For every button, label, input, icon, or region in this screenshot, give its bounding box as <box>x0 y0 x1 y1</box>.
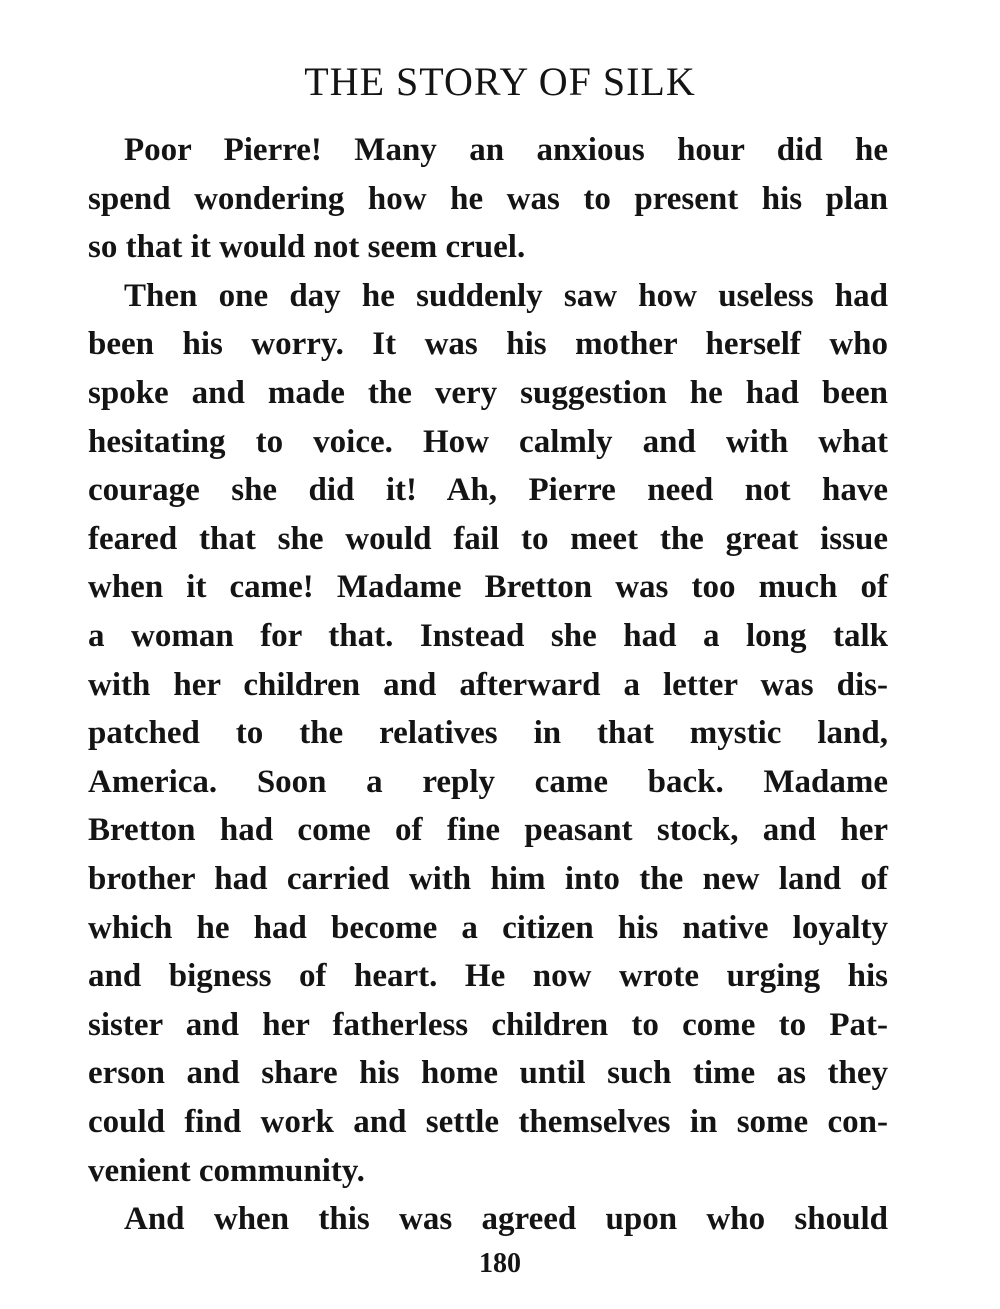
text-line: a woman for that. Instead she had a long talk <box>88 618 888 654</box>
text-line: Then one day he suddenly saw how useless had <box>124 277 888 314</box>
text-line: patched to the relatives in that mystic land, <box>88 715 888 752</box>
text-line: And when this was agreed upon who should <box>124 1201 888 1238</box>
text-line: which he had become a citizen his native loyalty <box>88 909 888 946</box>
text-line: America. Soon a reply came back. Madame <box>88 763 888 800</box>
text-line: and bigness of heart. He now wrote urging his <box>88 958 888 995</box>
running-head: THE STORY OF SILK <box>304 59 696 104</box>
text-line: when it came! Madame Bretton was too much of <box>88 569 888 606</box>
text-line: sister and her fatherless children to come to Pat- <box>88 1006 888 1043</box>
text-line: so that it would not seem cruel. <box>88 229 526 266</box>
text-line: could find work and settle themselves in some con- <box>88 1104 888 1140</box>
text-line: Bretton had come of fine peasant stock, and her <box>88 812 888 849</box>
text-line: brother had carried with him into the new land of <box>88 861 888 897</box>
text-line: venient community. <box>88 1152 365 1189</box>
text-line: feared that she would fail to meet the great issue <box>88 520 888 557</box>
text-line: Poor Pierre! Many an anxious hour did he <box>124 132 888 168</box>
text-line: with her children and afterward a letter was dis- <box>88 666 888 703</box>
text-line: courage she did it! Ah, Pierre need not have <box>88 472 888 509</box>
text-line: spoke and made the very suggestion he had been <box>88 375 888 411</box>
text-line: spend wondering how he was to present his plan <box>88 180 888 217</box>
text-line: been his worry. It was his mother herself who <box>88 326 888 363</box>
page-number: 180 <box>479 1248 521 1279</box>
text-line: erson and share his home until such time as they <box>88 1055 888 1092</box>
text-line: hesitating to voice. How calmly and with what <box>88 423 888 460</box>
